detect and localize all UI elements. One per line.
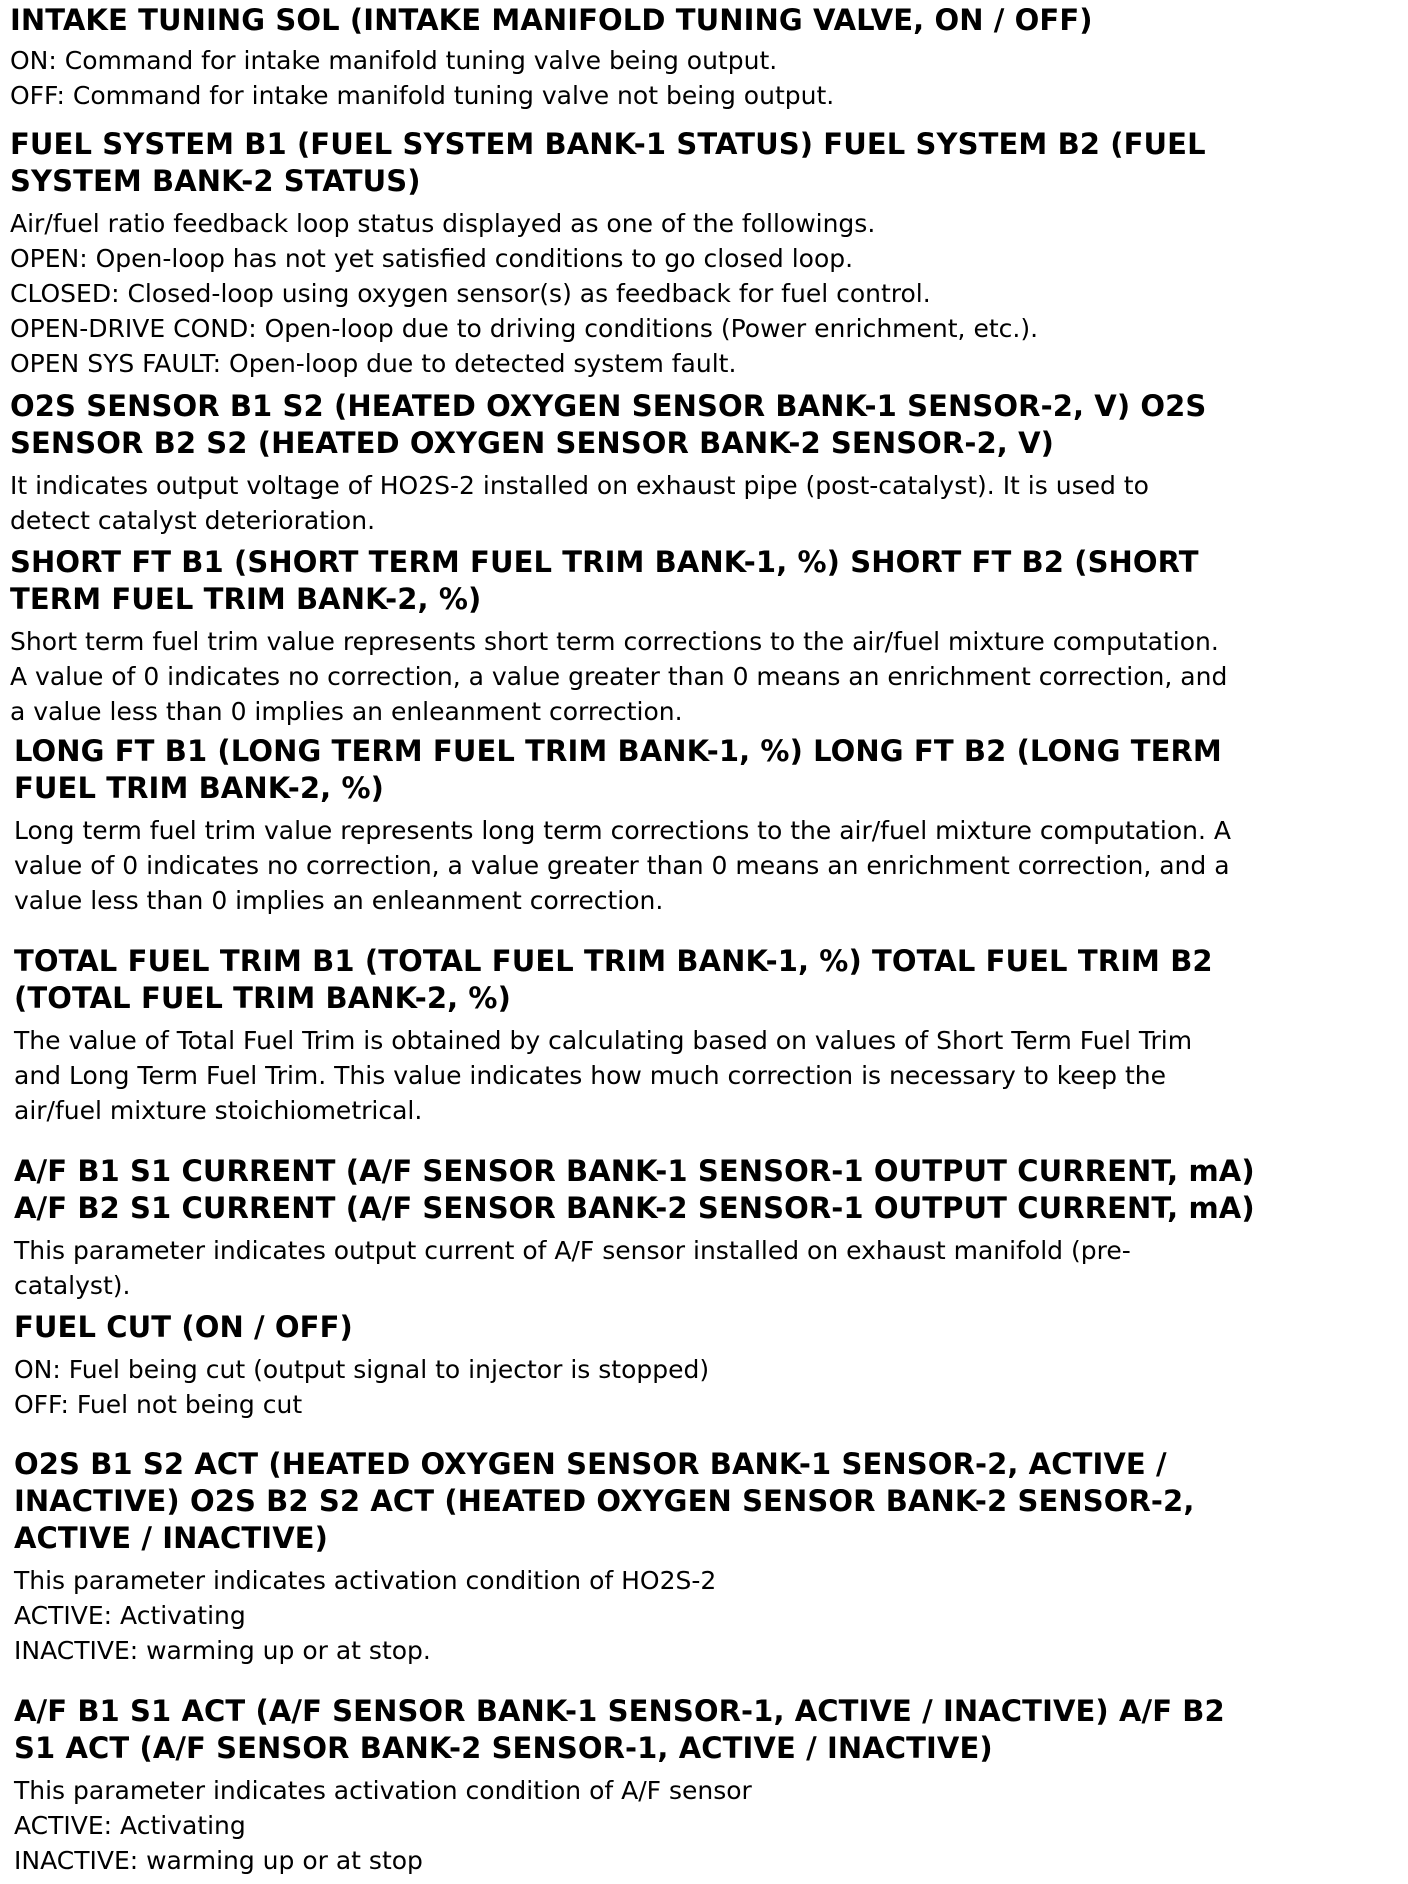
body-line: OFF: Command for intake manifold tuning valve not being output. xyxy=(10,81,835,110)
body-line: This parameter indicates activation condition of HO2S-2 xyxy=(14,1566,717,1595)
body-line: A value of 0 indicates no correction, a value greater than 0 means an enrichment correction, and xyxy=(10,662,1228,691)
heading-line: S1 ACT (A/F SENSOR BANK-2 SENSOR-1, ACTIVE / INACTIVE) xyxy=(14,1731,993,1765)
section-fuel-system xyxy=(10,126,1400,381)
section-intake-tuning-sol xyxy=(10,2,1400,113)
section-body xyxy=(10,468,1400,538)
section-af-current xyxy=(14,1153,1404,1303)
section-heading xyxy=(10,544,1400,618)
heading-line: FUEL TRIM BANK-2, %) xyxy=(14,771,385,805)
section-long-ft xyxy=(14,733,1404,918)
heading-line: A/F B2 S1 CURRENT (A/F SENSOR BANK-2 SENSOR-1 OUTPUT CURRENT, mA) xyxy=(14,1191,1255,1225)
section-o2s-act xyxy=(14,1446,1404,1668)
section-body xyxy=(14,1352,1404,1422)
body-line: ON: Fuel being cut (output signal to injector is stopped) xyxy=(14,1355,710,1384)
body-line: ACTIVE: Activating xyxy=(14,1601,246,1630)
section-body xyxy=(10,206,1400,381)
section-heading xyxy=(10,388,1400,462)
body-line: INACTIVE: warming up or at stop. xyxy=(14,1636,431,1665)
section-fuel-cut xyxy=(14,1309,1404,1422)
body-line: Short term fuel trim value represents short term corrections to the air/fuel mixture computation. xyxy=(10,627,1219,656)
section-o2s-sensor xyxy=(10,388,1400,538)
section-body xyxy=(14,1563,1404,1668)
heading-line: LONG FT B1 (LONG TERM FUEL TRIM BANK-1, %) LONG FT B2 (LONG TERM xyxy=(14,734,1222,768)
heading-line: SHORT FT B1 (SHORT TERM FUEL TRIM BANK-1, %) SHORT FT B2 (SHORT xyxy=(10,545,1199,579)
section-body xyxy=(10,624,1400,729)
body-line: OFF: Fuel not being cut xyxy=(14,1390,303,1419)
body-line: ON: Command for intake manifold tuning valve being output. xyxy=(10,46,778,75)
heading-line: A/F B1 S1 CURRENT (A/F SENSOR BANK-1 SENSOR-1 OUTPUT CURRENT, mA) xyxy=(14,1154,1255,1188)
body-line: OPEN-DRIVE COND: Open-loop due to driving conditions (Power enrichment, etc.). xyxy=(10,314,1039,343)
heading-line: INACTIVE) O2S B2 S2 ACT (HEATED OXYGEN SENSOR BANK-2 SENSOR-2, xyxy=(14,1484,1195,1518)
heading-line: O2S B1 S2 ACT (HEATED OXYGEN SENSOR BANK-1 SENSOR-2, ACTIVE / xyxy=(14,1447,1167,1481)
body-line: ACTIVE: Activating xyxy=(14,1811,246,1840)
section-heading xyxy=(14,1693,1404,1767)
heading-line: SENSOR B2 S2 (HEATED OXYGEN SENSOR BANK-2 SENSOR-2, V) xyxy=(10,426,1054,460)
body-line: and Long Term Fuel Trim. This value indicates how much correction is necessary to keep the xyxy=(14,1061,1166,1090)
section-heading xyxy=(10,2,1400,39)
section-heading xyxy=(14,1153,1404,1227)
body-line: This parameter indicates output current of A/F sensor installed on exhaust manifold (pre- xyxy=(14,1236,1131,1265)
body-line: air/fuel mixture stoichiometrical. xyxy=(14,1096,423,1125)
body-line: Air/fuel ratio feedback loop status displayed as one of the followings. xyxy=(10,209,876,238)
body-line: OPEN: Open-loop has not yet satisfied conditions to go closed loop. xyxy=(10,244,854,273)
section-af-act xyxy=(14,1693,1404,1878)
heading-line: A/F B1 S1 ACT (A/F SENSOR BANK-1 SENSOR-1, ACTIVE / INACTIVE) A/F B2 xyxy=(14,1694,1225,1728)
heading-line: FUEL CUT (ON / OFF) xyxy=(14,1310,353,1344)
body-line: INACTIVE: warming up or at stop xyxy=(14,1846,423,1875)
body-line: CLOSED: Closed-loop using oxygen sensor(s) as feedback for fuel control. xyxy=(10,279,931,308)
heading-line: SYSTEM BANK-2 STATUS) xyxy=(10,164,421,198)
section-body xyxy=(14,813,1404,918)
section-short-ft xyxy=(10,544,1400,729)
body-line: OPEN SYS FAULT: Open-loop due to detected system fault. xyxy=(10,349,737,378)
body-line: Long term fuel trim value represents long term corrections to the air/fuel mixture computation. A xyxy=(14,816,1231,845)
heading-line: (TOTAL FUEL TRIM BANK-2, %) xyxy=(14,981,511,1015)
section-heading xyxy=(10,126,1400,200)
heading-line: O2S SENSOR B1 S2 (HEATED OXYGEN SENSOR BANK-1 SENSOR-2, V) O2S xyxy=(10,389,1207,423)
body-line: The value of Total Fuel Trim is obtained by calculating based on values of Short Term Fuel Trim xyxy=(14,1026,1193,1055)
section-heading xyxy=(14,1446,1404,1557)
section-body xyxy=(14,1023,1404,1128)
section-body xyxy=(10,43,1400,113)
heading-line: TERM FUEL TRIM BANK-2, %) xyxy=(10,582,482,616)
section-total-fuel-trim xyxy=(14,943,1404,1128)
heading-line: INTAKE TUNING SOL (INTAKE MANIFOLD TUNING VALVE, ON / OFF) xyxy=(10,3,1093,37)
body-line: catalyst). xyxy=(14,1271,131,1300)
heading-line: FUEL SYSTEM B1 (FUEL SYSTEM BANK-1 STATUS) FUEL SYSTEM B2 (FUEL xyxy=(10,127,1206,161)
section-heading xyxy=(14,733,1404,807)
section-heading xyxy=(14,943,1404,1017)
section-heading xyxy=(14,1309,1404,1346)
body-line: value less than 0 implies an enleanment correction. xyxy=(14,886,664,915)
body-line: It indicates output voltage of HO2S-2 installed on exhaust pipe (post-catalyst). It is used to xyxy=(10,471,1149,500)
heading-line: TOTAL FUEL TRIM B1 (TOTAL FUEL TRIM BANK-1, %) TOTAL FUEL TRIM B2 xyxy=(14,944,1213,978)
body-line: a value less than 0 implies an enleanment correction. xyxy=(10,697,683,726)
body-line: value of 0 indicates no correction, a value greater than 0 means an enrichment correction, and a xyxy=(14,851,1230,880)
section-body xyxy=(14,1233,1404,1303)
body-line: This parameter indicates activation condition of A/F sensor xyxy=(14,1776,752,1805)
body-line: detect catalyst deterioration. xyxy=(10,506,376,535)
section-body xyxy=(14,1773,1404,1878)
heading-line: ACTIVE / INACTIVE) xyxy=(14,1521,329,1555)
